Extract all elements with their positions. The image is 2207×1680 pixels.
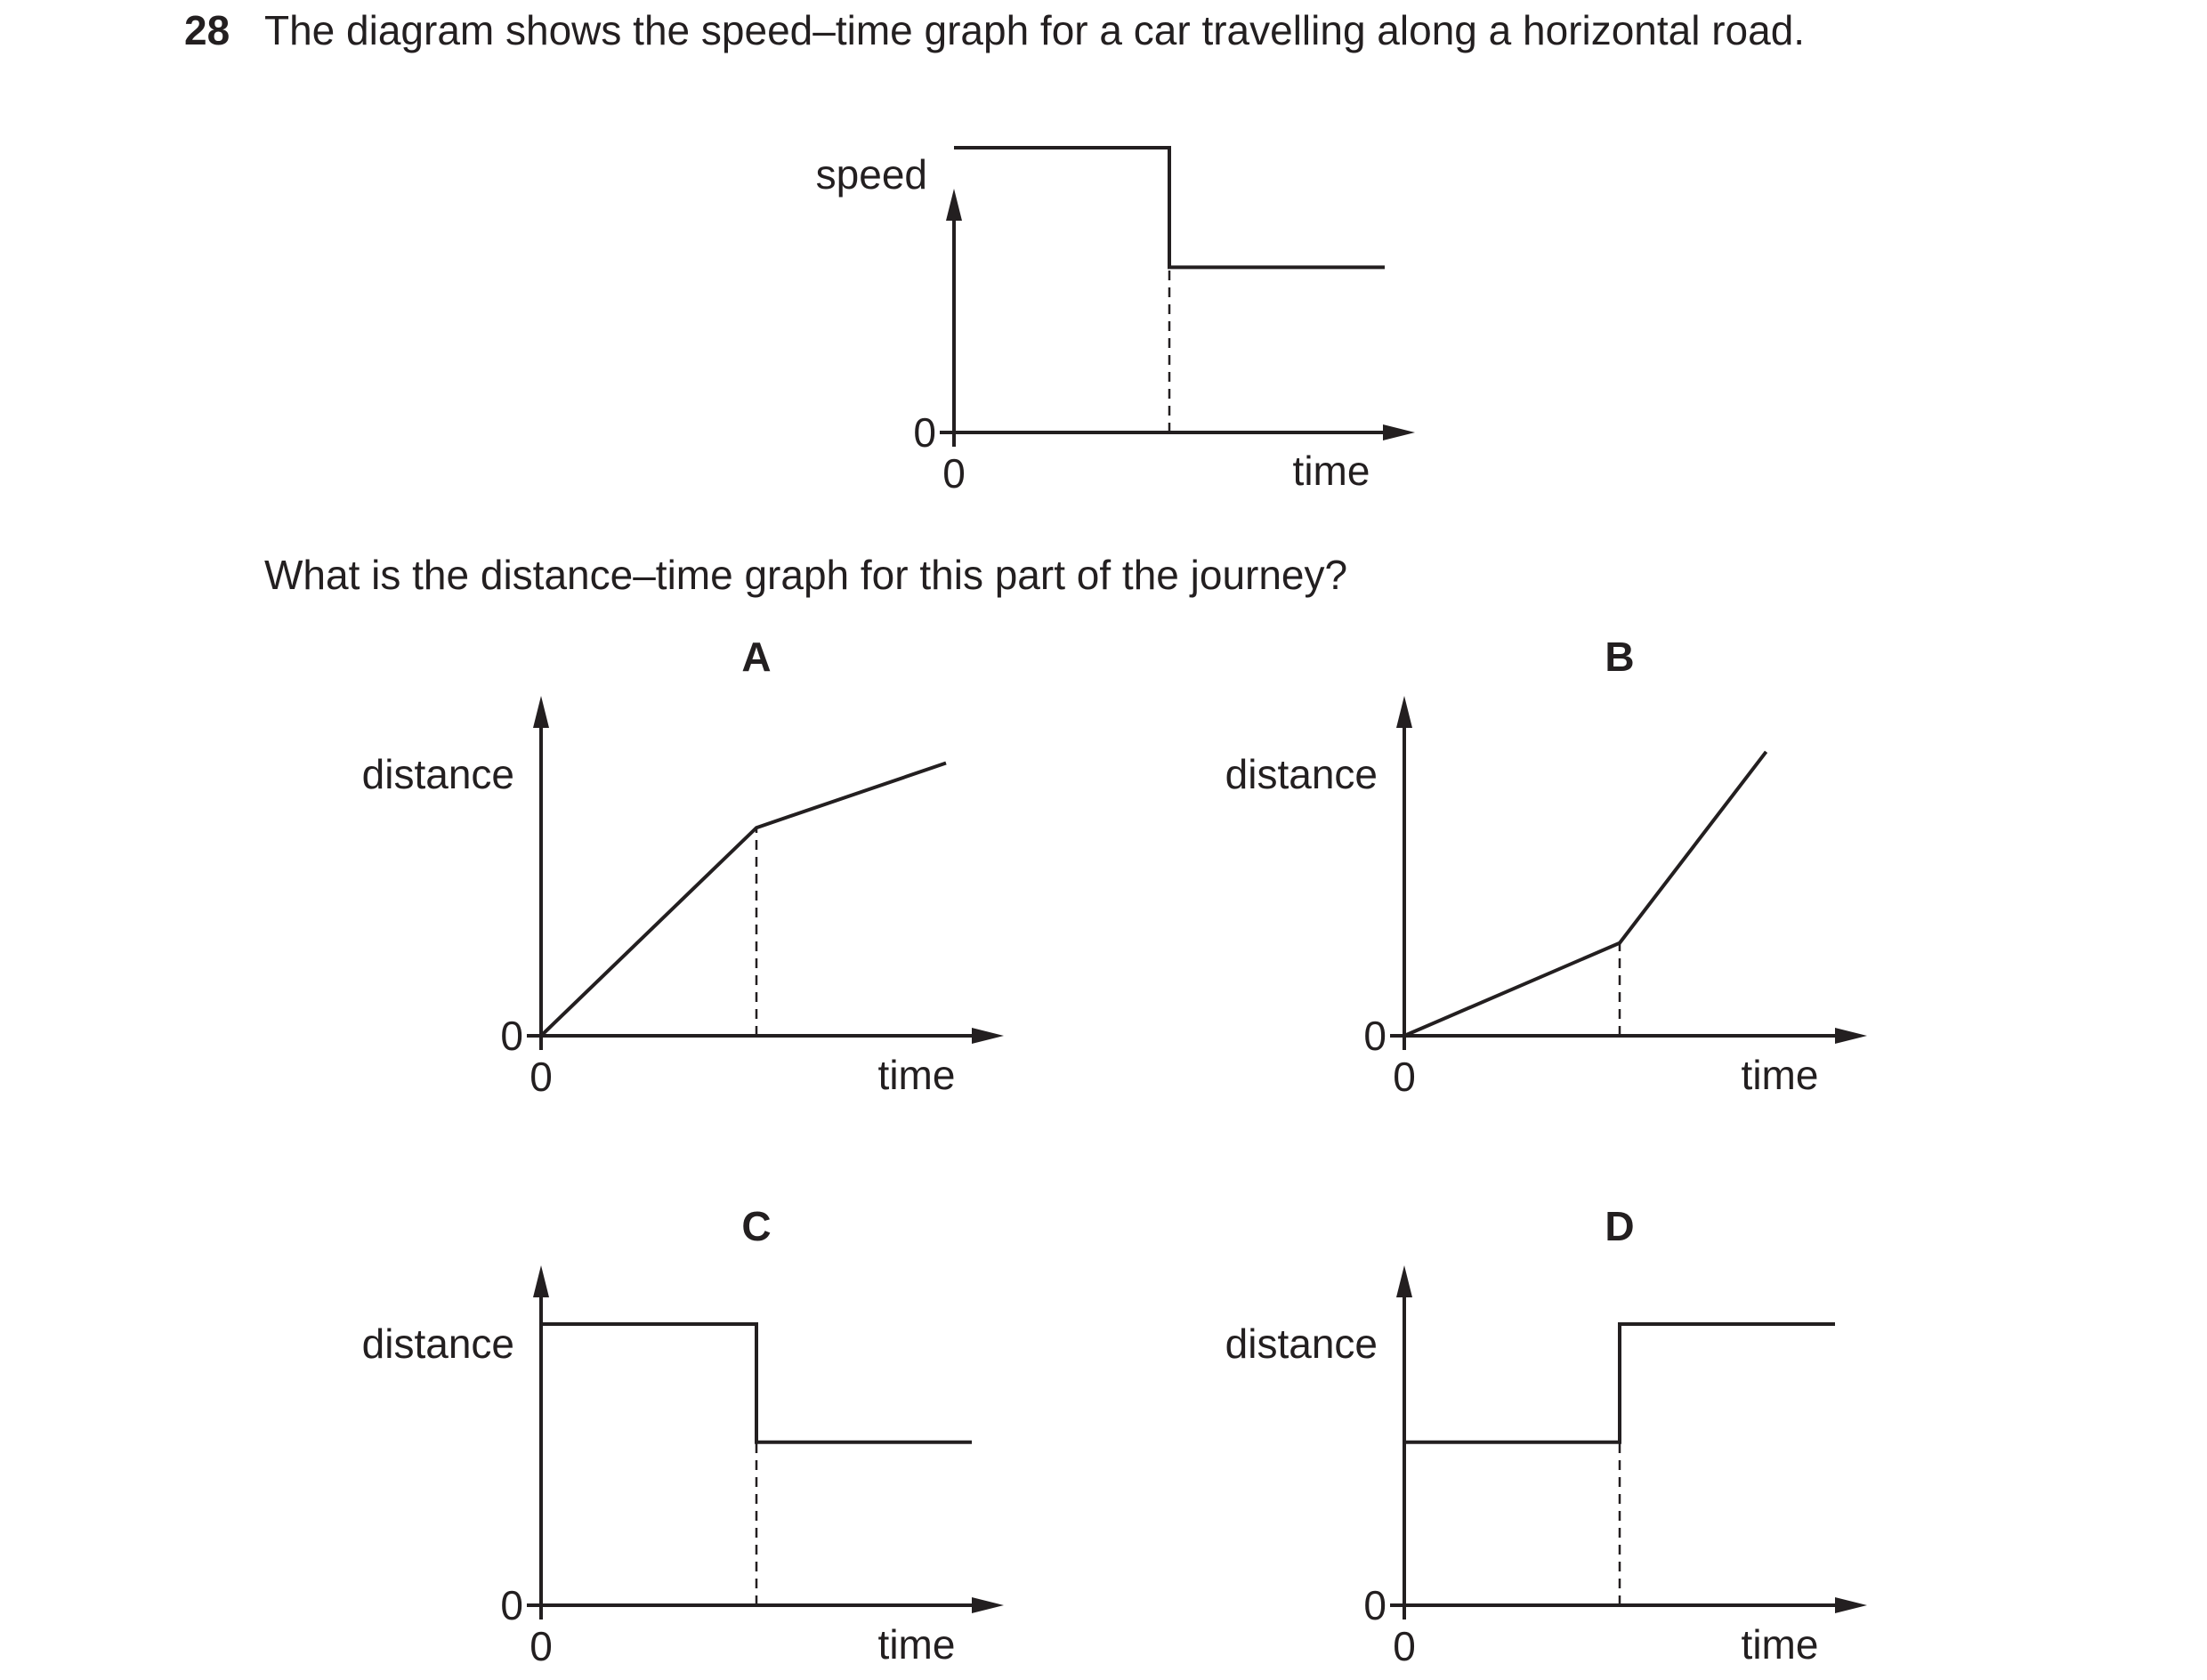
- option-a-x-origin-label: 0: [530, 1054, 553, 1100]
- option-b-title: B: [1605, 634, 1635, 680]
- option-b-data-line: [1404, 752, 1766, 1036]
- speed-time-x-origin-label: 0: [942, 450, 966, 497]
- option-a-y-label: distance: [361, 751, 514, 797]
- option-d-y-axis-arrow: [1396, 1265, 1412, 1297]
- speed-time-y-label: speed: [815, 151, 927, 198]
- option-c-title: C: [741, 1203, 772, 1249]
- speed-time-x-label: time: [1292, 448, 1370, 494]
- speed-time-y-axis-arrow: [946, 189, 962, 221]
- option-b-y-axis-arrow: [1396, 696, 1412, 728]
- option-d-x-origin-label: 0: [1393, 1623, 1416, 1669]
- option-c-x-origin-label: 0: [530, 1623, 553, 1669]
- question-text: The diagram shows the speed–time graph for a car travelling along a horizontal road.: [264, 7, 1806, 53]
- question-prompt: What is the distance–time graph for this part of the journey?: [264, 552, 1348, 598]
- option-d-y-origin-label: 0: [1363, 1582, 1386, 1628]
- option-d-graph: [1210, 1203, 1904, 1673]
- option-c-data-line: [541, 1324, 972, 1442]
- option-a-y-axis-arrow: [533, 696, 549, 728]
- option-c-x-label: time: [877, 1621, 956, 1668]
- option-c-y-label: distance: [361, 1321, 514, 1367]
- option-b-x-label: time: [1741, 1052, 1819, 1098]
- option-c-graph: [347, 1203, 1041, 1673]
- option-a-y-origin-label: 0: [500, 1013, 523, 1059]
- option-c-y-axis-arrow: [533, 1265, 549, 1297]
- question-number: 28: [184, 7, 230, 53]
- speed-time-x-axis-arrow: [1383, 424, 1415, 440]
- option-a-title: A: [741, 634, 772, 680]
- option-c-y-origin-label: 0: [500, 1582, 523, 1628]
- option-b-y-origin-label: 0: [1363, 1013, 1386, 1059]
- option-c-x-axis-arrow: [972, 1597, 1004, 1613]
- option-b-graph: [1210, 634, 1904, 1103]
- option-b-x-axis-arrow: [1835, 1028, 1867, 1044]
- option-d-x-axis-arrow: [1835, 1597, 1867, 1613]
- option-a-data-line: [541, 763, 946, 1037]
- option-a-graph: [347, 634, 1041, 1103]
- speed-time-y-origin-label: 0: [913, 409, 936, 456]
- option-d-data-line: [1404, 1324, 1835, 1442]
- option-d-y-label: distance: [1225, 1321, 1378, 1367]
- option-b-y-label: distance: [1225, 751, 1378, 797]
- speed-time-graph: [801, 89, 1442, 516]
- option-d-title: D: [1605, 1203, 1635, 1249]
- option-a-x-axis-arrow: [972, 1028, 1004, 1044]
- option-a-x-label: time: [877, 1052, 956, 1098]
- speed-time-data-line: [954, 148, 1385, 267]
- option-b-x-origin-label: 0: [1393, 1054, 1416, 1100]
- option-d-x-label: time: [1741, 1621, 1819, 1668]
